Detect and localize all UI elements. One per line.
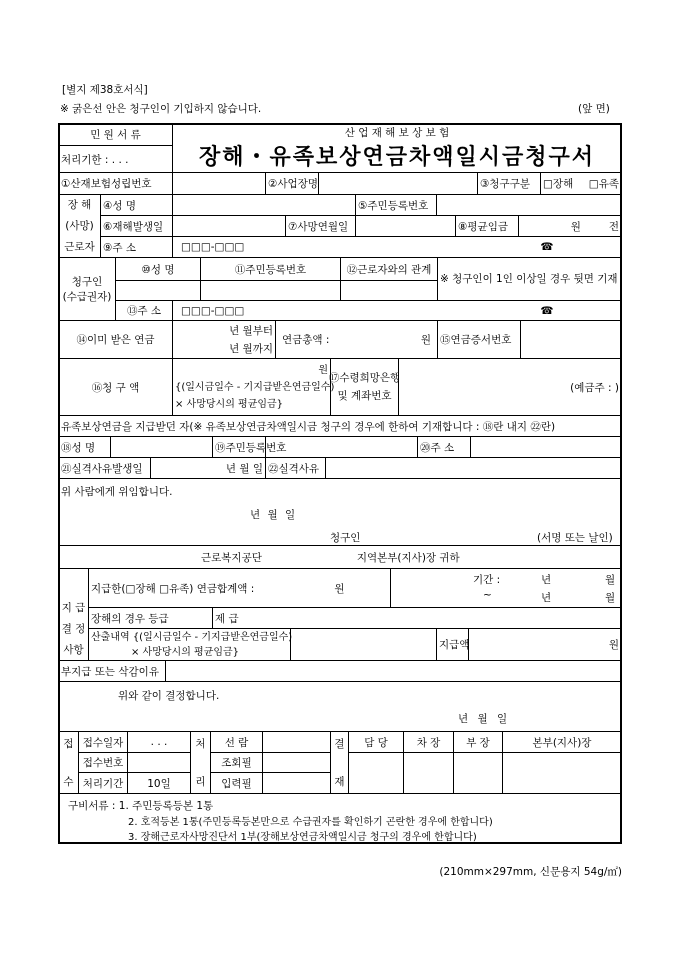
- form-number: [별지 제38호서식]: [62, 84, 148, 96]
- label-prior-address: ⑳주 소: [417, 436, 471, 458]
- decision-period-field[interactable]: [390, 568, 622, 608]
- label-insurance-no: ①산재보험성립번호: [58, 172, 173, 195]
- label-dept: 부 장: [453, 731, 503, 753]
- vice-sign[interactable]: [403, 752, 454, 794]
- label-staff: 담 당: [348, 731, 404, 753]
- reception-label: [58, 731, 79, 794]
- p-2: 리: [195, 776, 206, 788]
- claim-type-options: [540, 172, 622, 195]
- worker-rrn-field[interactable]: [436, 194, 622, 216]
- claim-amount-field[interactable]: [172, 358, 335, 416]
- year-1: 년: [541, 574, 552, 586]
- staff-sign[interactable]: [348, 752, 404, 794]
- label-receipt-date: 접수일자: [78, 731, 128, 753]
- label-paid: 지급액: [436, 628, 469, 661]
- label-claim-type: ③청구구분: [477, 172, 541, 195]
- view-field[interactable]: [262, 731, 331, 753]
- worker-label: [58, 194, 101, 258]
- unit: 원: [420, 334, 431, 346]
- decided-date[interactable]: 년 월 일: [458, 713, 508, 725]
- claimant-name-field[interactable]: [115, 280, 201, 301]
- sign-field[interactable]: (서명 또는 날인): [537, 532, 613, 544]
- death-date-field[interactable]: [355, 215, 456, 237]
- paper-spec: (210mm×297mm, 신문용지 54g/㎡): [439, 866, 622, 878]
- loss-reason-field[interactable]: [325, 457, 622, 479]
- label-claimant-name: ⑩성 명: [115, 257, 201, 281]
- label-worker-name: ④성 명: [100, 194, 173, 216]
- prior-name-field[interactable]: [110, 436, 213, 458]
- docs-2: 2. 호적등본 1통(주민등록등본만으로 수급권자를 확인하기 곤란한 경우에 한합니다): [128, 817, 493, 828]
- label-check: 조회필: [210, 752, 263, 773]
- claimant-rrn-field[interactable]: [200, 280, 341, 301]
- label-total: 연금총액 :: [282, 334, 330, 346]
- period-to: 년 월까지: [229, 342, 273, 355]
- label-received-pension: ⑭이미 받은 연금: [58, 320, 173, 359]
- prior-note: 유족보상연금을 지급받던 자(※ 유족보상연금차액일시금 청구의 경우에 한하여 기재합니다 : ⑱란 내지 ㉒란): [58, 415, 622, 437]
- label-claimant-address: ⑬주 소: [115, 300, 173, 321]
- label-avg-wage: ⑧평균임금: [455, 215, 519, 237]
- receipt-no-field[interactable]: [127, 752, 191, 773]
- label-claim-amount: ⑯청 구 액: [58, 358, 173, 416]
- label-death-date: ⑦사망연월일: [285, 215, 356, 237]
- month-1: 월: [605, 574, 616, 586]
- claimant-address-field[interactable]: [172, 300, 622, 321]
- unit: 원: [318, 364, 328, 376]
- label-loss-reason: ㉒실격사유: [265, 457, 326, 479]
- formula-1: {(일시금일수 - 기지급받은연금일수): [175, 381, 335, 393]
- bank-2: 및 계좌번호: [337, 390, 392, 402]
- label-input: 입력필: [210, 772, 263, 794]
- bank-field[interactable]: [398, 358, 622, 416]
- process-period-value: 10일: [127, 772, 191, 794]
- label-view: 선 람: [210, 731, 263, 753]
- label-prior-name: ⑱성 명: [58, 436, 111, 458]
- label-process-period: 처리기간: [78, 772, 128, 794]
- label-receipt-no: 접수번호: [78, 752, 128, 773]
- calc-field[interactable]: [290, 628, 437, 661]
- label-prior-rrn: ⑲주민등록번호: [212, 436, 266, 458]
- calc-2: × 사망당시의 평균임금}: [131, 646, 240, 658]
- label-calc: [88, 628, 291, 661]
- claimant-label: [58, 257, 116, 321]
- decision-label-1: 지 급: [61, 602, 86, 614]
- label-worker-rrn: ⑤주민등록번호: [355, 194, 437, 216]
- checkbox-survivor[interactable]: □유족: [588, 178, 619, 190]
- label-vice: 차 장: [403, 731, 454, 753]
- p-1: 처: [195, 738, 206, 750]
- decision-label-3: 사항: [63, 644, 84, 656]
- input-field[interactable]: [262, 772, 331, 794]
- prior-rrn-field[interactable]: [265, 436, 418, 458]
- decision-label: [58, 568, 89, 661]
- loss-date-field[interactable]: 년 월 일: [150, 457, 266, 479]
- avg-wage-field[interactable]: [518, 215, 622, 237]
- claimant-note: ※ 청구인이 1인 이상일 경우 뒷면 기재: [437, 257, 622, 301]
- label-cert-no: ⑮연금증서번호: [437, 320, 521, 359]
- workplace-field[interactable]: [318, 172, 478, 195]
- zip-boxes: □□□-□□□: [181, 304, 245, 317]
- checkbox-disability[interactable]: □장해: [543, 178, 574, 190]
- docs-1: 구비서류 : 1. 주민등록등본 1통: [68, 800, 214, 812]
- pension-period-field[interactable]: [172, 320, 276, 359]
- worker-name-field[interactable]: [172, 194, 356, 216]
- tilde: ~: [483, 589, 492, 601]
- approval-label: [330, 731, 349, 794]
- label-workplace: ②사업장명: [265, 172, 319, 195]
- a-2: 재: [334, 776, 345, 788]
- worker-label-3: 근로자: [64, 240, 95, 253]
- process-label: [190, 731, 211, 794]
- title-block: [172, 123, 622, 173]
- decided-text: 위와 같이 결정합니다.: [118, 690, 220, 702]
- chief-sign[interactable]: [502, 752, 622, 794]
- check-field[interactable]: [262, 752, 331, 773]
- addressee-head: 지역본부(지사)장 귀하: [356, 551, 460, 564]
- page-title: 장해・유족보상연금차액일시금청구서: [198, 144, 596, 170]
- delegation-date[interactable]: 년 월 일: [250, 509, 296, 521]
- refuse-field[interactable]: [165, 660, 622, 682]
- label-worker-address: ⑨주 소: [100, 236, 173, 258]
- relation-field[interactable]: [340, 280, 438, 301]
- delegation-text: 위 사람에게 위임합니다.: [61, 486, 173, 498]
- pension-total-field[interactable]: [275, 320, 438, 359]
- label-chief: 본부(지사)장: [502, 731, 622, 753]
- subtitle: 산 업 재 해 보 상 보 험: [344, 127, 450, 139]
- period-from: 년 월부터: [229, 324, 273, 337]
- phone-icon: ☎: [540, 241, 554, 253]
- notice: ※ 굵은선 안은 청구인이 기입하지 않습니다.: [60, 103, 262, 115]
- calc-1: 산출내역 {(일시금일수 - 기지급받은연금일수): [91, 631, 293, 643]
- deadline: 처리기한 : . . .: [58, 145, 173, 173]
- doc-type: 민 원 서 류: [58, 123, 173, 146]
- wage-unit: 원: [570, 220, 581, 233]
- worker-label-1: 장 해: [67, 198, 92, 211]
- receipt-date-field[interactable]: . . .: [127, 731, 191, 753]
- month-2: 월: [605, 592, 616, 604]
- prior-address-field[interactable]: [470, 436, 622, 458]
- org-name: 근로복지공단: [201, 551, 262, 564]
- label-relation: ⑫근로자와의 관계: [340, 257, 438, 281]
- wage-unit-2: 전: [608, 220, 619, 233]
- worker-address-field[interactable]: [172, 236, 622, 258]
- grade-field[interactable]: 제 급: [212, 607, 622, 629]
- insurance-no-field[interactable]: [172, 172, 266, 195]
- rec-2: 수: [63, 776, 74, 788]
- addressee: [58, 545, 622, 569]
- paid-field[interactable]: 원: [468, 628, 622, 661]
- decision-label-2: 결 정: [61, 623, 86, 635]
- accident-date-field[interactable]: [172, 215, 286, 237]
- label-refuse: 부지급 또는 삭감이유: [58, 660, 166, 682]
- label-claimant-rrn: ⑪주민등록번호: [200, 257, 341, 281]
- page-side: (앞 면): [578, 103, 610, 115]
- label-period: 기간 :: [473, 574, 501, 586]
- rec-1: 접: [63, 738, 74, 750]
- label-accident-date: ⑥재해발생일: [100, 215, 173, 237]
- pension-sum-field[interactable]: [88, 568, 391, 608]
- label-sum: 지급한(□장해 □유족) 연금합계액 :: [91, 582, 255, 595]
- formula-2: × 사망당시의 평균임금}: [175, 398, 284, 410]
- label-claimant-sign: 청구인: [330, 532, 361, 544]
- label-bank: [330, 358, 399, 416]
- docs-3: 3. 장해근로자사망진단서 1부(장해보상연금차액일시금 청구의 경우에 한합니다): [128, 832, 477, 843]
- claimant-label-1: 청구인: [71, 276, 103, 288]
- claimant-label-2: (수급권자): [62, 291, 112, 303]
- dept-sign[interactable]: [453, 752, 503, 794]
- label-loss-date: ㉑실격사유발생일: [58, 457, 151, 479]
- cert-no-field[interactable]: [520, 320, 622, 359]
- bank-1: ⑰수령희망은행: [328, 372, 401, 384]
- phone-icon: ☎: [540, 304, 554, 317]
- a-1: 결: [334, 738, 345, 750]
- account-holder: (예금주 : ): [570, 381, 619, 394]
- zip-boxes: □□□-□□□: [181, 241, 245, 253]
- worker-label-2: (사망): [65, 219, 94, 232]
- label-grade: 장해의 경우 등급: [88, 607, 213, 629]
- year-2: 년: [541, 592, 552, 604]
- unit: 원: [334, 582, 345, 595]
